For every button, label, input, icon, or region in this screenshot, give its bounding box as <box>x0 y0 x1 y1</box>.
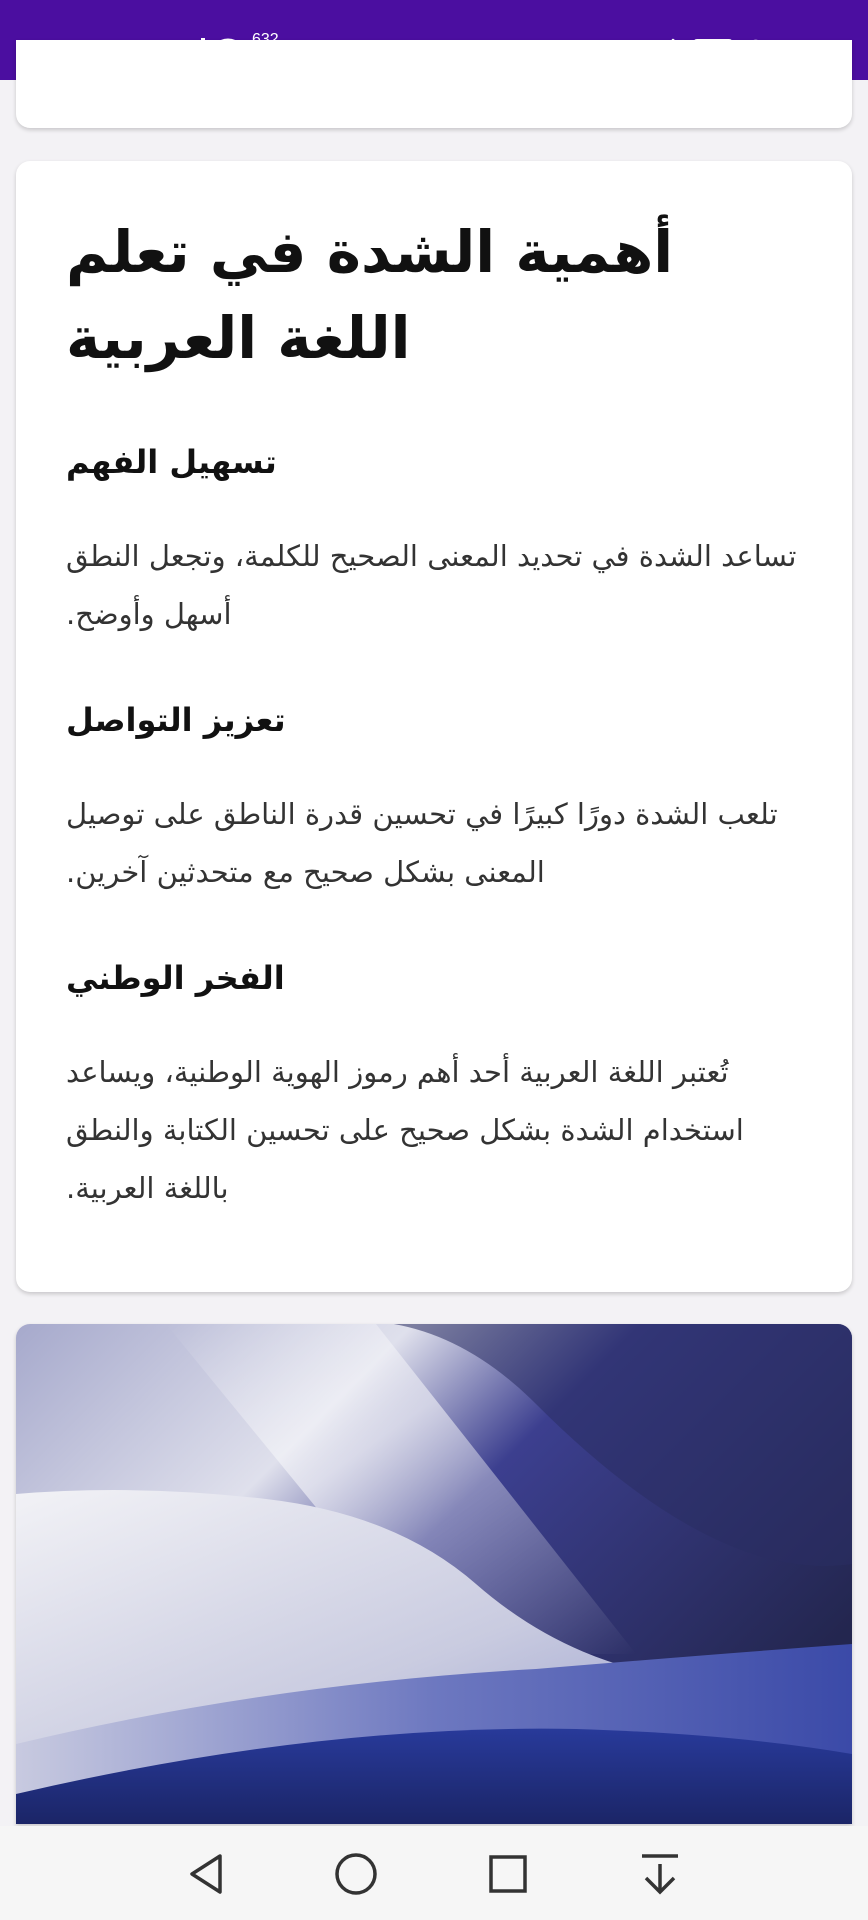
home-circle-icon[interactable] <box>328 1848 384 1900</box>
section-body-understanding: تساعد الشدة في تحديد المعنى الصحيح للكلمة، وتجعل النطق أسهل وأوضح. <box>66 539 797 631</box>
section-heading-national-pride: الفخر الوطني <box>66 959 285 997</box>
pull-down-icon[interactable] <box>632 1848 688 1900</box>
section-body-national-pride: تُعتبر اللغة العربية أحد أهم رموز الهوية الوطنية، ويساعد استخدام الشدة بشكل صحيح على تحسين الكتابة والنطق باللغة العربية. <box>66 1055 744 1205</box>
recents-square-icon[interactable] <box>480 1848 536 1900</box>
back-triangle-icon[interactable] <box>178 1848 234 1900</box>
decorative-wave-image <box>16 1324 852 1824</box>
wave-illustration <box>16 1324 852 1824</box>
system-navigation-bar <box>0 1826 868 1920</box>
section-heading-communication: تعزيز التواصل <box>66 701 286 739</box>
previous-card <box>16 40 852 128</box>
article-title: أهمية الشدة في تعلم اللغة العربية <box>66 218 674 372</box>
article-card <box>16 161 852 1292</box>
section-heading-understanding: تسهيل الفهم <box>66 443 277 481</box>
section-body-communication: تلعب الشدة دورًا كبيرًا في تحسين قدرة الناطق على توصيل المعنى بشكل صحيح مع متحدثين آخرين. <box>66 797 778 889</box>
